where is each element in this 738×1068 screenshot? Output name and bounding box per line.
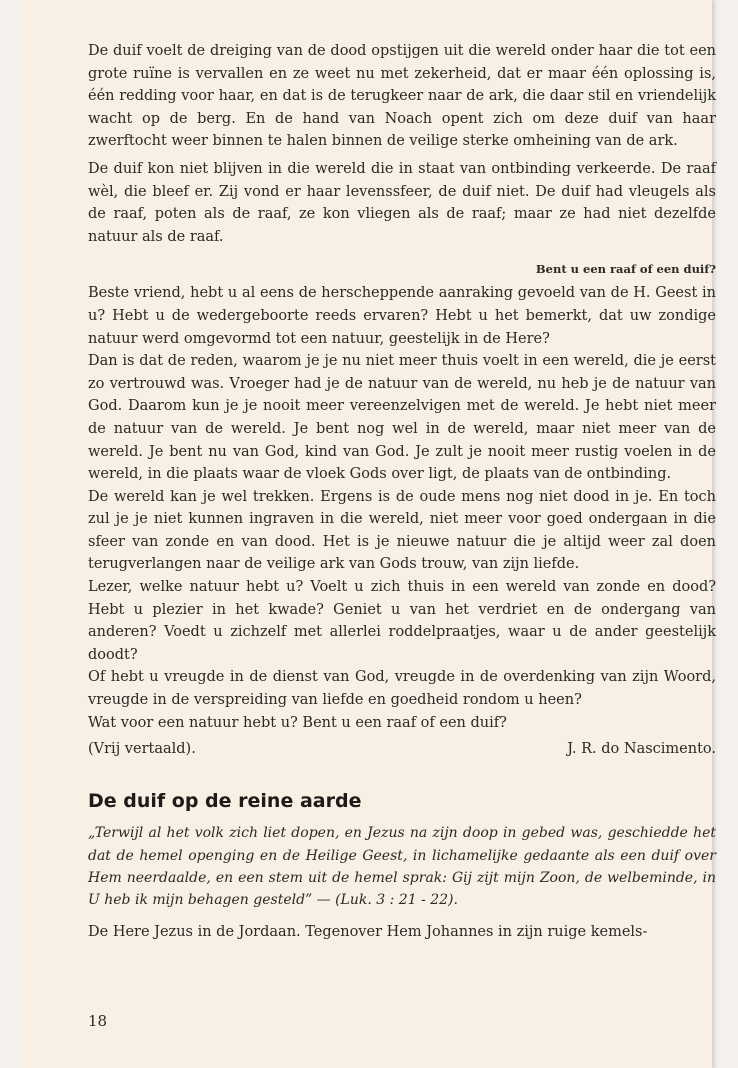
book-page bbox=[22, 0, 716, 1068]
paragraph-de-wereld: De wereld kan je wel trekken. Ergens is de oude mens nog niet dood in je. En toch zul je je niet kunnen ingraven in die wereld, niet meer voor goed ondergaan in die sfeer van zonde en van dood. Het is je nieuwe natuur die je altijd weer zal doen terugverlangen naar de veilige ark van Gods trouw, van zijn liefde. bbox=[88, 488, 716, 573]
section-heading: De duif op de reine aarde bbox=[88, 790, 362, 813]
paragraph-jordaan: De Here Jezus in de Jordaan. Tegenover Hem Johannes in zijn ruige kemels- bbox=[88, 923, 648, 940]
paragraph-beste-vriend: Beste vriend, hebt u al eens de herscheppende aanraking gevoeld van de H. Geest in u? Hebt u de wedergeboorte reeds ervaren? Hebt u het bemerkt, dat uw zondige natuur werd omgevormd tot een natuur, geestelijk in de Here? bbox=[88, 285, 716, 347]
author-signature: J. R. do Nascimento. bbox=[567, 741, 716, 758]
paragraph-dan-is-dat: Dan is dat de reden, waarom je je nu niet meer thuis voelt in een wereld, die je eerst zo vertrouwd was. Vroeger had je de natuur van de wereld, nu heb je de natuur van God. Daarom kun je je nooit meer vereenzelvigen met de wereld. Je hebt niet meer de natuur van de wereld. Je bent nog wel in de wereld, maar niet meer van de wereld. Je bent nu van God, kind van God. Je zult je nooit meer rustig voelen in de wereld, in die plaats waar de vloek Gods over ligt, de plaats van de ontbinding. bbox=[88, 353, 716, 483]
signature-row bbox=[88, 738, 716, 760]
paragraph-duif-raaf: De duif kon niet blijven in die wereld die in staat van ontbinding verkeerde. De raaf wèl, die bleef er. Zij vond er haar levenssfeer, de duif niet. De duif had vleugels als de raaf, poten als de raaf, ze kon vliegen als de raaf; maar ze had niet dezelfde natuur als de raaf. bbox=[88, 160, 716, 245]
paragraph-of-hebt-u: Of hebt u vreugde in de dienst van God, vreugde in de overdenking van zijn Woord, vreugde in de verspreiding van liefde en goedheid rondom u heen? bbox=[88, 669, 716, 709]
translation-note: (Vrij vertaald). bbox=[88, 741, 196, 758]
subheading: Bent u een raaf of een duif? bbox=[535, 262, 716, 277]
paragraph-duif-dreiging: De duif voelt de dreiging van de dood opstijgen uit die wereld onder haar die tot een grote ruïne is vervallen en ze weet nu met zekerheid, dat er maar één oplossing is, één redding voor haar, en dat is de terugkeer naar de ark, die daar stil en vriendelijk wacht op de berg. En de hand van Noach opent zich om deze duif van haar zwerftocht weer binnen te halen binnen de veilige sterke omheining van de ark. bbox=[88, 43, 716, 150]
page-content bbox=[88, 40, 716, 943]
paragraph-lezer: Lezer, welke natuur hebt u? Voelt u zich thuis in een wereld van zonde en dood? Hebt u plezier in het kwade? Geniet u van het verdriet en de ondergang van anderen? Voedt u zichzelf met allerlei roddelpraatjes, waar u de ander geestelijk doodt? bbox=[88, 579, 716, 663]
bible-quote: „Terwijl al het volk zich liet dopen, en Jezus na zijn doop in gebed was, geschiedde het dat de hemel openging en de Heilige Geest, in lichamelijke gedaante als een duif over Hem neerdaalde, en een stem uit de hemel sprak: Gij zijt mijn Zoon, de welbeminde, in U heb ik mijn behagen gesteld” — (Luk. 3 : 21 - 22). bbox=[88, 825, 716, 909]
page-number: 18 bbox=[88, 1012, 108, 1030]
paragraph-wat-voor: Wat voor een natuur hebt u? Bent u een raaf of een duif? bbox=[88, 714, 507, 731]
